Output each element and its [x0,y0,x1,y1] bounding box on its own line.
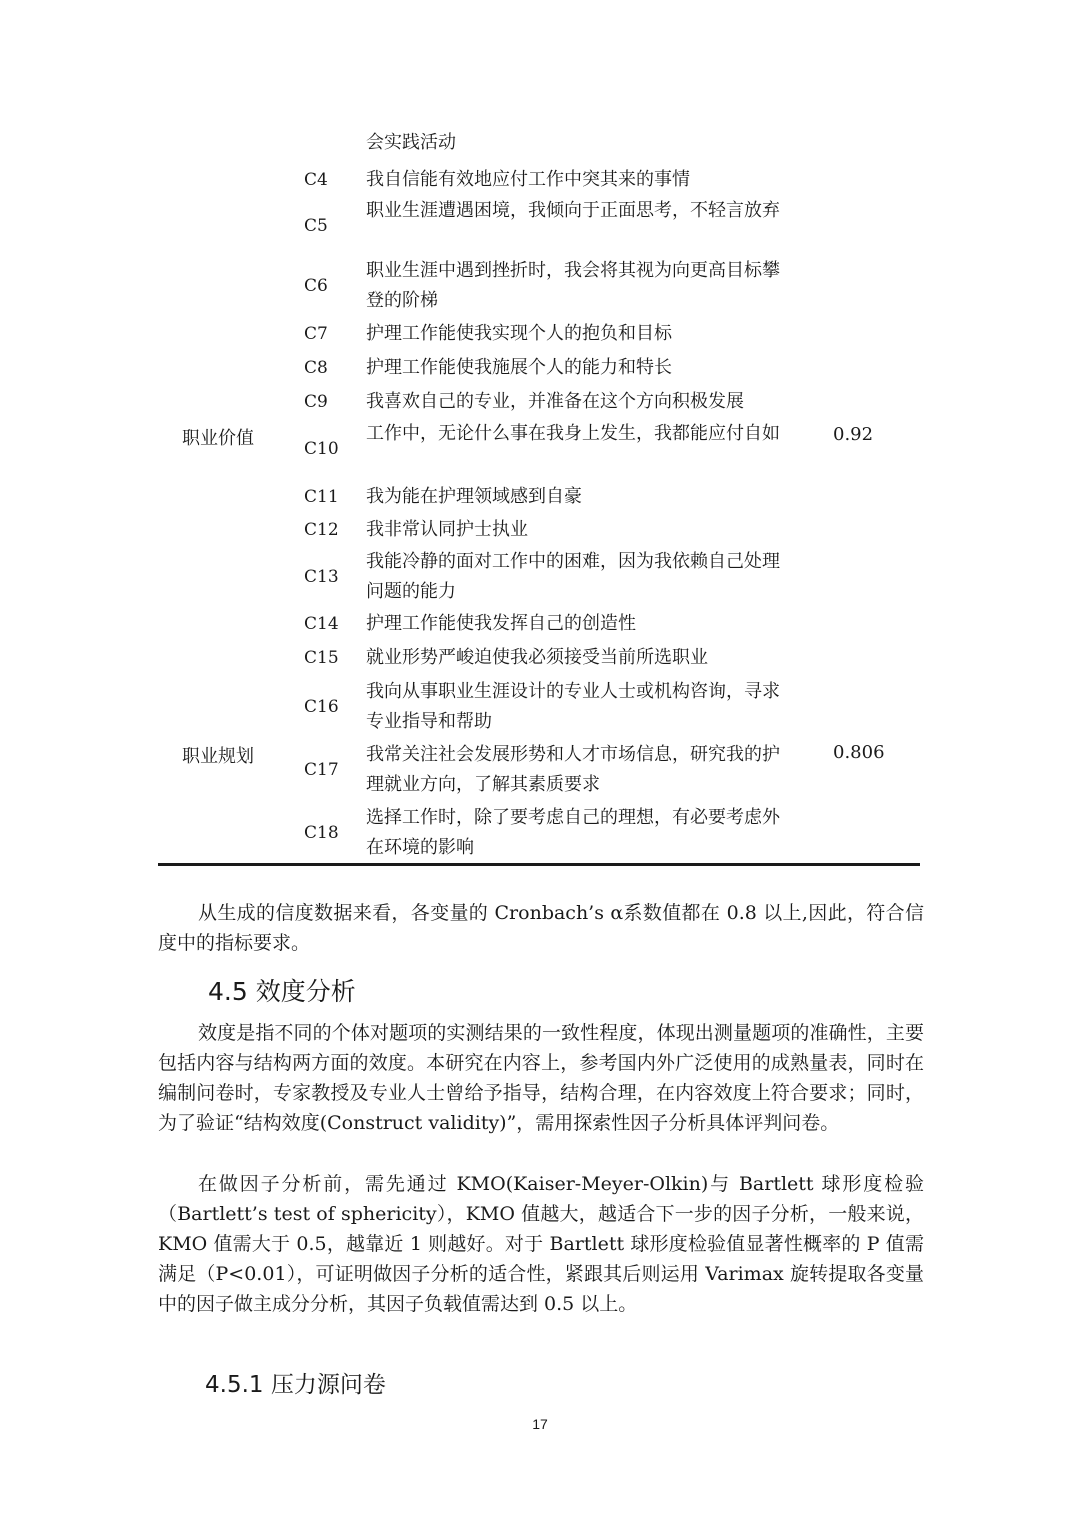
dimension-label: 职业规划 [182,746,254,767]
item-text: 职业生涯中遇到挫折时，我会将其视为向更高目标攀登的阶梯 [366,260,780,311]
table-row [158,318,920,350]
item-code: C13 [304,567,339,587]
item-code: C18 [304,823,339,843]
page-number: 17 [532,1416,548,1432]
alpha-value: 0.92 [833,424,874,445]
item-code: C6 [304,276,328,296]
body-paragraph: 在做因子分析前，需先通过 KMO(Kaiser-Meyer-Olkin)与 Bartlett 球形度检验（Bartlett’s test of sphericity），KMO 值越大，越适合下一步的因子分析，一般来说，KMO 值需大于 0.5，越靠近 1 则越好。对于 Bartlett 球形度检验值显著性概率的 P 值需满足（P<0.01），可证明做因子分析的适合性，紧跟其后则运用 Varimax 旋转提取各变量中的因子做主成分分析，其因子负载值需达到 0.5 以上。 [158,1173,924,1315]
table-row [158,677,920,737]
item-text: 我向从事职业生涯设计的专业人士或机构咨询，寻求专业指导和帮助 [366,681,780,732]
table-row [158,481,920,513]
item-code: C7 [304,324,328,344]
item-text: 我自信能有效地应付工作中突其来的事情 [366,169,690,190]
table-row [158,803,920,863]
item-code: C14 [304,614,339,634]
body-paragraph: 从生成的信度数据来看，各变量的 Cronbach’s α系数值都在 0.8 以上,因此，符合信度中的指标要求。 [158,902,924,954]
continuation-text: 会实践活动 [366,132,456,153]
table-row [158,419,920,479]
subsection-heading: 4.5.1 压力源问卷 [205,1372,386,1398]
item-text: 选择工作时，除了要考虑自己的理想，有必要考虑外在环境的影响 [366,807,780,858]
item-code: C8 [304,358,328,378]
item-text: 护理工作能使我发挥自己的创造性 [366,613,636,634]
item-text: 我为能在护理领域感到自豪 [366,486,582,507]
item-text: 护理工作能使我实现个人的抱负和目标 [366,323,672,344]
table-row [158,196,920,256]
item-text: 职业生涯遭遇困境，我倾向于正面思考，不轻言放弃 [366,200,780,221]
dimension-label: 职业价值 [182,428,254,449]
body-paragraph: 效度是指不同的个体对题项的实测结果的一致性程度，体现出测量题项的准确性，主要包括内容与结构两方面的效度。本研究在内容上，参考国内外广泛使用的成熟量表，同时在编制问卷时，专家教授及专业人士曾给予指导，结构合理，在内容效度上符合要求；同时，为了验证“结构效度(Construct validity)”，需用探索性因子分析具体评判问卷。 [158,1022,924,1134]
item-code: C15 [304,648,339,668]
table-row [158,256,920,316]
table-row [158,514,920,546]
item-code: C12 [304,520,339,540]
table-row [158,352,920,384]
table-row [158,164,920,196]
item-code: C4 [304,170,328,190]
item-text: 就业形势严峻迫使我必须接受当前所选职业 [366,647,708,668]
item-text: 我能冷静的面对工作中的困难，因为我依赖自己处理问题的能力 [366,551,780,602]
item-code: C11 [304,487,339,507]
item-text: 我非常认同护士执业 [366,519,528,540]
table-row [158,386,920,418]
item-text: 护理工作能使我施展个人的能力和特长 [366,357,672,378]
item-text: 我喜欢自己的专业，并准备在这个方向积极发展 [366,391,744,412]
item-code: C5 [304,216,328,236]
table-row [158,642,920,674]
table-bottom-rule [158,863,920,866]
item-code: C9 [304,392,328,412]
item-code: C10 [304,439,339,459]
item-code: C17 [304,760,339,780]
table-row [158,740,920,800]
section-heading: 4.5 效度分析 [208,977,356,1006]
item-text: 我常关注社会发展形势和人才市场信息，研究我的护理就业方向，了解其素质要求 [366,744,780,795]
alpha-value: 0.806 [833,742,885,763]
table-row [158,547,920,607]
item-code: C16 [304,697,339,717]
table-row [158,608,920,640]
item-text: 工作中，无论什么事在我身上发生，我都能应付自如 [366,423,780,444]
